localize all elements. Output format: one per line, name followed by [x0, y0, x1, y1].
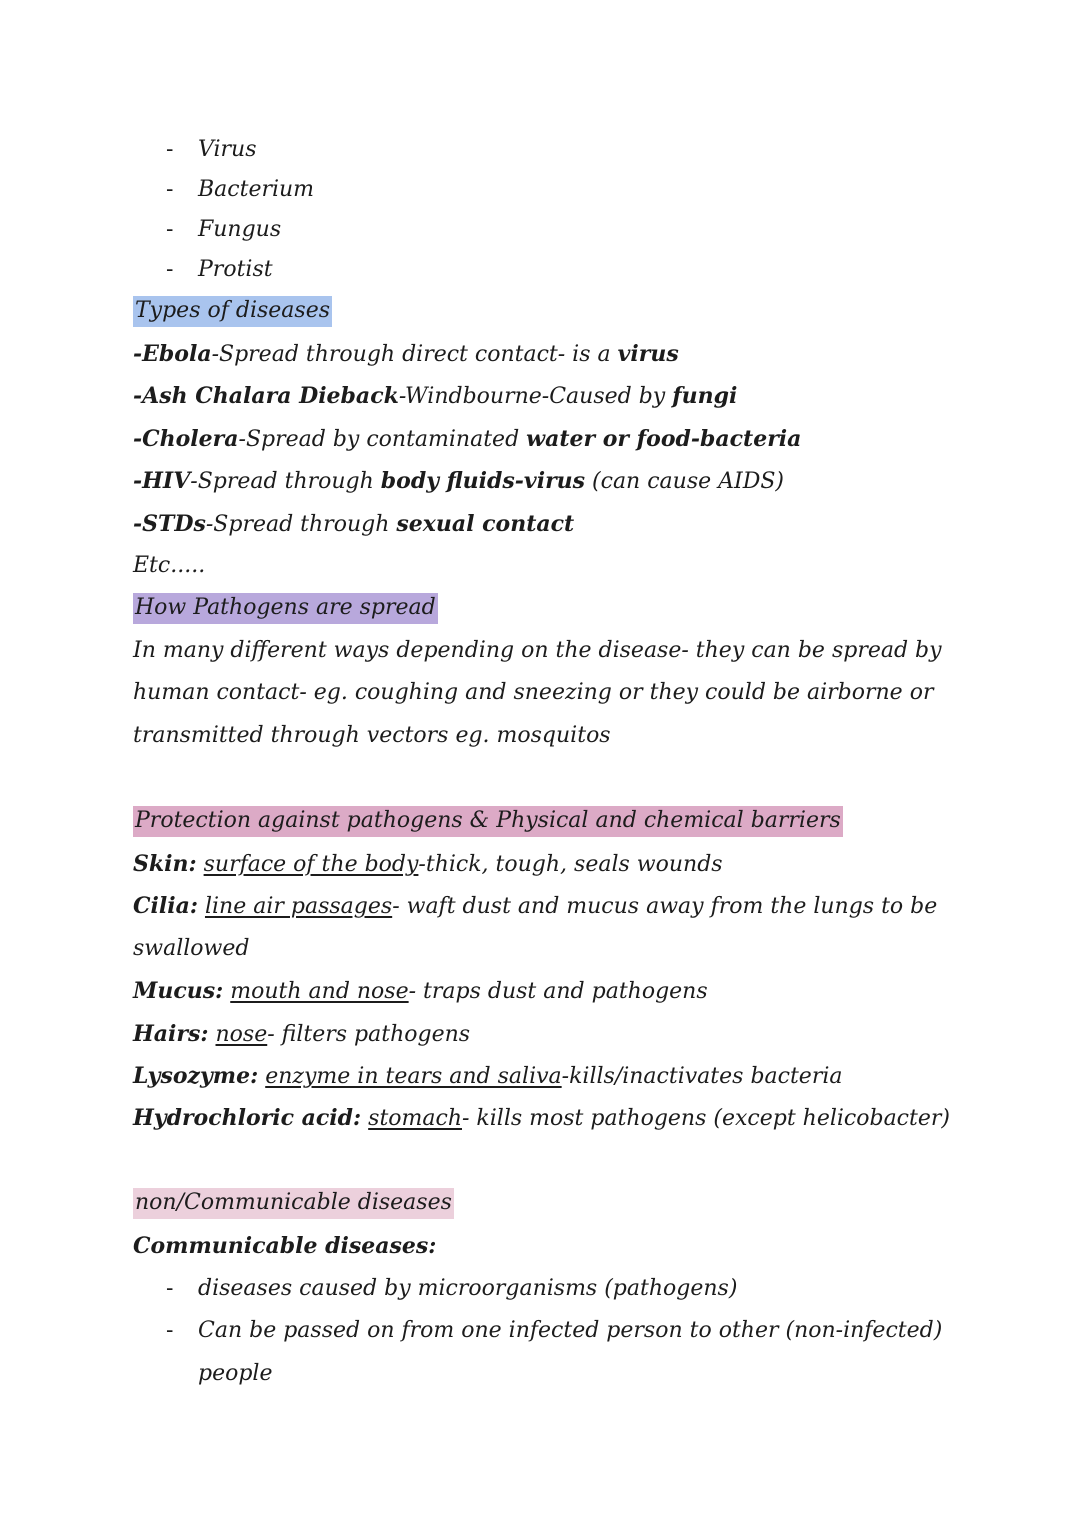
barrier-line	[133, 846, 723, 883]
barrier-label: Hydrochloric acid:	[133, 1105, 362, 1131]
disease-line	[133, 506, 574, 543]
barrier-location: surface of the body	[203, 852, 419, 877]
barrier-location: mouth and nose	[230, 979, 409, 1004]
barrier-function: - waft dust and mucus away from the lungs to be	[392, 894, 938, 919]
spread-line: human contact- eg. coughing and sneezing or they could be airborne or	[133, 680, 934, 705]
barrier-location: enzyme in tears and saliva	[265, 1064, 562, 1089]
disease-key: body fluids-virus	[380, 468, 586, 494]
bullet-dash: -	[166, 257, 174, 282]
barrier-line	[133, 1016, 470, 1053]
noncomm-heading-text: non/Communicable diseases	[133, 1188, 454, 1219]
disease-name: -STDs	[133, 511, 206, 537]
spread-heading-text: How Pathogens are spread	[133, 593, 438, 624]
types-heading	[133, 293, 332, 329]
barrier-function: - kills most pathogens (except helicobacter)	[462, 1106, 950, 1131]
communicable-point-continuation: people	[198, 1361, 273, 1386]
barrier-location: nose	[215, 1022, 268, 1047]
disease-line	[133, 336, 679, 373]
pathogen-item: Bacterium	[198, 177, 315, 202]
communicable-label	[133, 1228, 436, 1265]
barrier-label: Skin:	[133, 851, 197, 877]
disease-key: sexual contact	[396, 511, 575, 537]
barrier-location: line air passages	[204, 894, 393, 919]
disease-name: -Ebola	[133, 341, 212, 367]
bullet-dash: -	[166, 1276, 174, 1301]
disease-name: -Ash Chalara Dieback	[133, 383, 399, 409]
disease-line	[133, 421, 801, 458]
barrier-line	[133, 888, 937, 925]
spread-line: transmitted through vectors eg. mosquitos	[133, 723, 611, 748]
disease-desc: -Spread by contaminated	[238, 427, 527, 452]
disease-line	[133, 378, 737, 415]
barrier-function: - traps dust and pathogens	[408, 979, 708, 1004]
communicable-point: diseases caused by microorganisms (pathogens)	[198, 1276, 738, 1301]
disease-desc: -Spread through	[190, 469, 381, 494]
barrier-label: Hairs:	[133, 1021, 209, 1047]
bullet-dash: -	[166, 1318, 174, 1343]
bullet-dash: -	[166, 217, 174, 242]
disease-key: water or food-bacteria	[526, 426, 802, 452]
barrier-label: Cilia:	[133, 893, 198, 919]
pathogen-item: Virus	[198, 137, 257, 162]
bullet-dash: -	[166, 177, 174, 202]
types-heading-text: Types of diseases	[133, 296, 332, 327]
barrier-function: - filters pathogens	[267, 1022, 471, 1047]
bullet-dash: -	[166, 137, 174, 162]
disease-key: fungi	[672, 383, 738, 409]
barrier-label: Mucus:	[133, 978, 224, 1004]
disease-desc: -Spread through	[205, 512, 397, 537]
disease-key: virus	[617, 341, 679, 367]
protection-heading-text: Protection against pathogens & Physical and chemical barriers	[133, 806, 843, 837]
barrier-function: -kills/inactivates bacteria	[561, 1064, 843, 1089]
barrier-line	[133, 1100, 950, 1137]
protection-heading	[133, 803, 843, 839]
noncomm-heading	[133, 1185, 454, 1221]
disease-line	[133, 463, 784, 500]
disease-name: -Cholera	[133, 426, 239, 452]
communicable-point: Can be passed on from one infected person to other (non-infected)	[198, 1318, 943, 1343]
disease-desc: -Spread through direct contact- is a	[211, 342, 618, 367]
barrier-function: -thick, tough, seals wounds	[418, 852, 723, 877]
pathogen-item: Protist	[198, 257, 273, 282]
disease-note: (can cause AIDS)	[585, 469, 785, 494]
barrier-continuation: swallowed	[133, 936, 250, 961]
etc-text: Etc.....	[133, 553, 206, 578]
spread-heading	[133, 590, 438, 626]
disease-name: -HIV	[133, 468, 191, 494]
spread-line: In many different ways depending on the disease- they can be spread by	[133, 638, 942, 663]
barrier-location: stomach	[368, 1106, 462, 1131]
disease-desc: -Windbourne-Caused by	[398, 384, 673, 409]
pathogen-item: Fungus	[198, 217, 282, 242]
barrier-line	[133, 1058, 843, 1095]
barrier-label: Lysozyme:	[133, 1063, 259, 1089]
communicable-label-text: Communicable diseases:	[133, 1233, 437, 1259]
barrier-line	[133, 973, 708, 1010]
